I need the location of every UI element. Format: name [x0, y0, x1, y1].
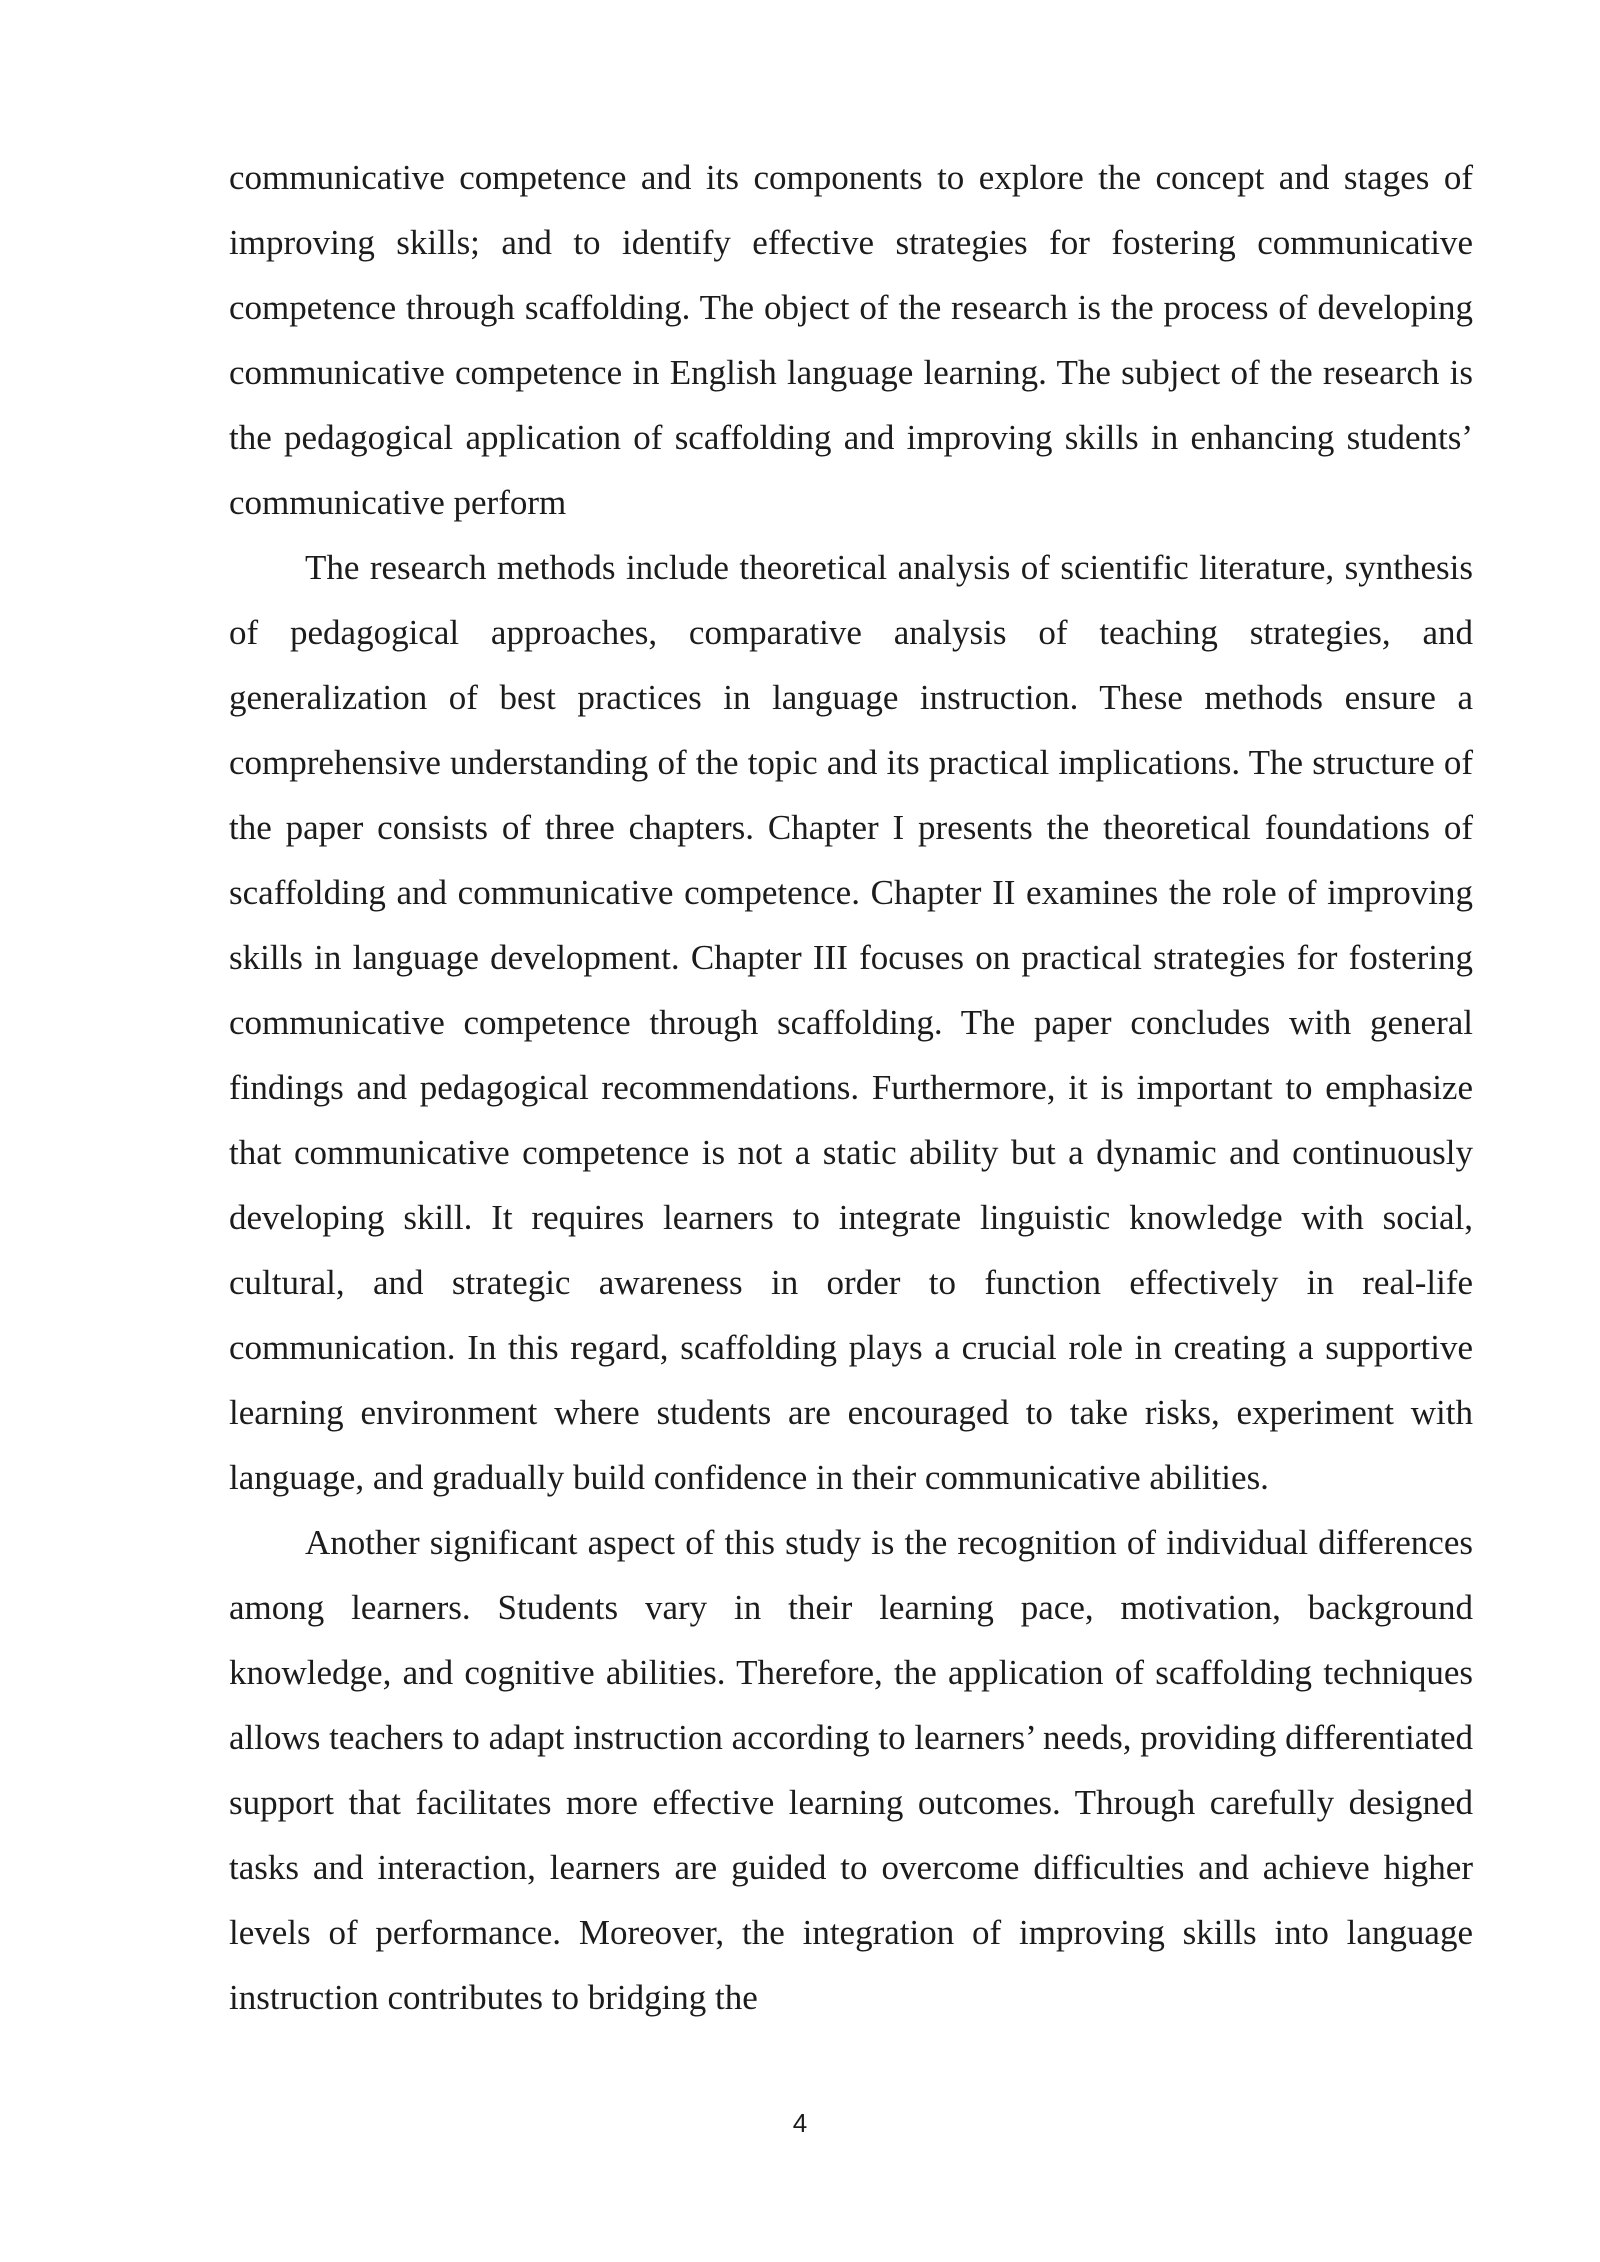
body-text [229, 145, 1473, 2030]
paragraph-research-methods: The research methods include theoretical analysis of scientific literature, synthesis of pedagogical approaches, comparative analysis of teaching strategies, and generalization of best practices in language instruction. These methods ensure a comprehensive understanding of the topic and its practical implications. The structure of the paper consists of three chapters. Chapter I presents the theoretical foundations of scaffolding and communicative competence. Chapter II examines the role of improving skills in language development. Chapter III focuses on practical strategies for fostering communicative competence through scaffolding. The paper concludes with general findings and pedagogical recommendations. Furthermore, it is important to emphasize that communicative competence is not a static ability but a dynamic and continuously developing skill. It requires learners to integrate linguistic knowledge with social, cultural, and strategic awareness in order to function effectively in real-life communication. In this regard, scaffolding plays a crucial role in creating a supportive learning environment where students are encouraged to take risks, experiment with language, and gradually build confidence in their communicative abilities. [229, 548, 1473, 1497]
page-number: 4 [792, 2108, 808, 2138]
paragraph-individual-differences: Another significant aspect of this study is the recognition of individual differences among learners. Students vary in their learning pace, motivation, background knowledge, and cognitive abilities. Therefore, the application of scaffolding techniques allows teachers to adapt instruction according to learners’ needs, providing differentiated support that facilitates more effective learning outcomes. Through carefully designed tasks and interaction, learners are guided to overcome difficulties and achieve higher levels of performance. Moreover, the integration of improving skills into language instruction contributes to bridging the [229, 1523, 1473, 2017]
paragraph-continuation: communicative competence and its components to explore the concept and stages of improving skills; and to identify effective strategies for fostering communicative competence through scaffolding. The object of the research is the process of developing communicative competence in English language learning. The subject of the research is the pedagogical application of scaffolding and improving skills in enhancing students’ communicative perform [229, 158, 1473, 522]
